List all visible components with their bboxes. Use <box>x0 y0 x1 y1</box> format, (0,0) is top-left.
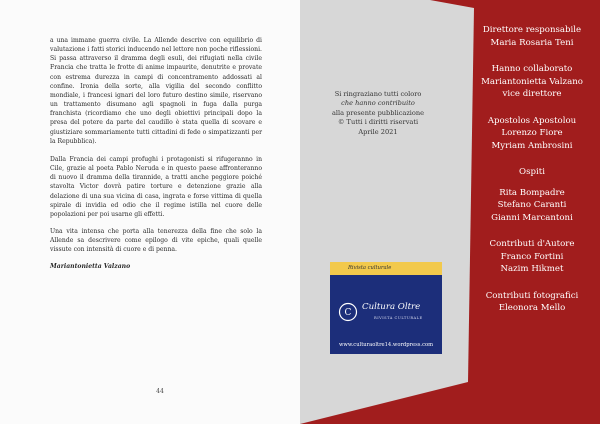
credit-group-guests <box>468 187 596 225</box>
card-band: Rivista culturale <box>330 262 442 275</box>
article-paragraph-1: a una immane guerra civile. La Allende descrive con equilibrio di valutazione i fatti storici inducendo nel lettore non poche riflessioni. Si passa attraverso il dramma degli esuli, dei rifugiati nella civile Francia che tratta le frotte di anime impaurite, denutrite e provate con estrema durezza in campi di concentramento addossati al confine. Ironia della sorte, alla vigilia del secondo conflitto mondiale, i francesi ignari del loro futuro destino simile, riservano un trattamento disumano agli spagnoli in fuga dalla purga franchista (ricordiamo che uno degli obiettivi principali dopo la presa del potere da parte del caudillo è stata quella di scovare e giustiziare sommariamente tutti cittadini di fede o simpatizzanti per la Repubblica). <box>50 37 262 145</box>
credit-name: Lorenzo Fiore <box>501 128 563 138</box>
magazine-logo-icon <box>338 302 358 322</box>
article-paragraph-3: Una vita intensa che porta alla tenerezza della fine che solo la Allende sa descrivere come epilogo di vite epiche, quali quelle vissute con intensità di cuore e di penna. <box>50 227 262 254</box>
logo-letter: C <box>344 308 352 319</box>
credit-name: Gianni Marcantoni <box>491 212 573 223</box>
credits-column <box>468 24 596 329</box>
credit-name: Franco Fortini <box>500 251 564 262</box>
page-number: 44 <box>156 388 164 395</box>
credit-group-author-contributions <box>468 238 596 276</box>
credit-role: vice direttore <box>502 89 562 99</box>
magazine-url[interactable]: www.culturaoltre14.wordpress.com <box>338 342 434 348</box>
credit-name: Nazim Hikmet <box>500 264 564 274</box>
credit-role: Contributi fotografici <box>485 290 579 301</box>
credit-group-guests-heading <box>468 166 596 179</box>
article-text <box>50 36 262 280</box>
magazine-title: Cultura Oltre <box>362 302 421 312</box>
date-line: Aprile 2021 <box>358 127 398 136</box>
credit-role: Contributi d'Autore <box>489 239 575 249</box>
credit-group-photo <box>468 290 596 315</box>
credit-name: Apostolos Apostolou <box>487 115 577 126</box>
thanks-block <box>308 90 448 137</box>
thanks-line: alla presente pubblicazione <box>331 108 425 117</box>
copyright-line: © Tutti i diritti riservati <box>337 118 419 127</box>
article-paragraph-2: Dalla Francia dei campi profughi i protagonisti si rifugeranno in Cile, grazie al poeta Pablo Neruda e in questo paese affronteranno di nuovo il dramma della tirannide, a tratti anche peggiore poiché stavolta Victor dovrà patire torture e detenzione grazie alla delazione di una sua vicina di casa, ingrata e forse vittima di quella spirale di invidia ed odio che il regime istilla nel cuore delle popolazioni per poi usarne gli effetti. <box>50 155 262 218</box>
magazine-subtitle: RIVISTA CULTURALE <box>374 316 423 320</box>
credit-group-contributors <box>468 115 596 153</box>
credit-role: Direttore responsabile <box>482 25 582 35</box>
thanks-line: che hanno contribuito <box>341 99 415 108</box>
right-page <box>300 0 600 424</box>
article-signature: Mariantonietta Valzano <box>50 263 131 271</box>
credit-role: Ospiti <box>519 167 545 177</box>
credit-role: Hanno collaborato <box>491 64 573 74</box>
credit-group-collaborators <box>468 63 596 101</box>
credit-name: Maria Rosaria Teni <box>490 37 574 48</box>
credit-name: Mariantonietta Valzano <box>481 76 583 87</box>
thanks-line: Si ringraziano tutti coloro <box>334 90 422 98</box>
credit-name: Stefano Caranti <box>497 200 567 210</box>
magazine-card <box>330 262 442 354</box>
credit-name: Myriam Ambrosini <box>491 140 573 151</box>
credit-group-director <box>468 24 596 49</box>
credit-name: Eleonora Mello <box>498 303 566 313</box>
credit-name: Rita Bompadre <box>499 187 565 198</box>
